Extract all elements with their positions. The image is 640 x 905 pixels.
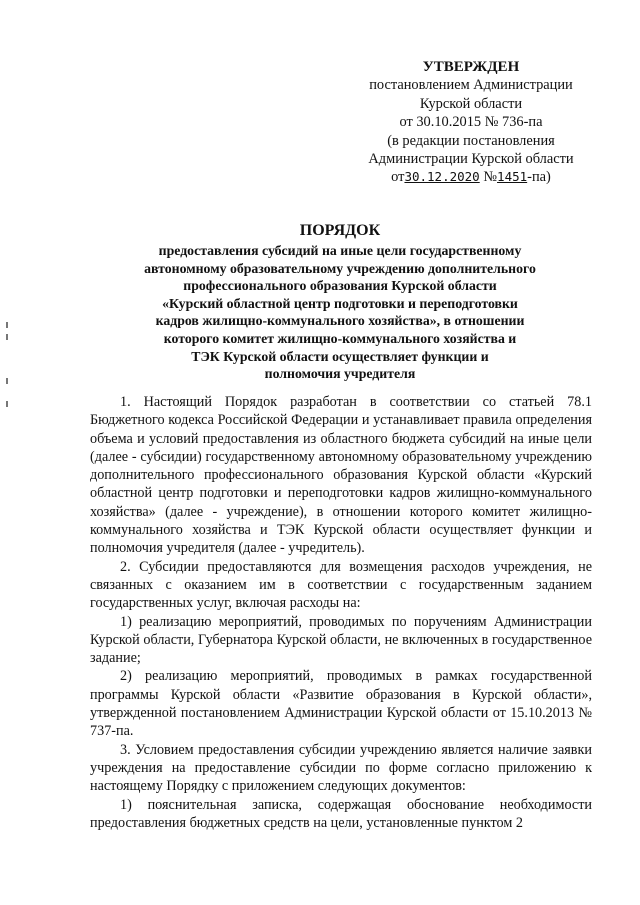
paragraph-2-item-2: 2) реализацию мероприятий, проводимых в рамках государственной программы Курской области «Развитие образования в Курской области», утвержденной постановлением Администрации Курской области от 15.10.2013 № 737-па. xyxy=(90,668,592,740)
subtitle-line: «Курский областной центр подготовки и переподготовки xyxy=(162,295,518,311)
subtitle-line: профессионального образования Курской области xyxy=(183,278,497,294)
approval-line: (в редакции постановления xyxy=(387,132,555,149)
approval-line: постановлением Администрации xyxy=(369,77,573,94)
edition-prefix: от xyxy=(391,169,405,186)
scan-margin-mark xyxy=(6,378,8,384)
scan-margin-mark xyxy=(6,322,8,328)
subtitle-line: кадров жилищно-коммунального хозяйства», в отношении xyxy=(155,313,525,329)
approval-line: Курской области xyxy=(419,95,523,112)
paragraph-3: 3. Условием предоставления субсидии учреждению является наличие заявки учреждения на предоставление субсидии по форме согласно приложению к настоящему Порядку с приложением следующих документов: xyxy=(90,741,592,795)
edition-number-sign: № xyxy=(479,169,498,186)
approval-block xyxy=(340,58,602,187)
paragraph-2: 2. Субсидии предоставляются для возмещения расходов учреждения, не связанных с оказанием им в соответствии с государственным заданием государственных услуг, включая расходы на: xyxy=(90,558,592,612)
scan-margin-mark xyxy=(6,401,8,407)
paragraph-3-item-1: 1) пояснительная записка, содержащая обоснование необходимости предоставления бюджетных средств на цели, установленные пунктом 2 xyxy=(90,796,592,831)
edition-suffix: -па) xyxy=(527,169,551,186)
subtitle-line: ТЭК Курской области осуществляет функции и xyxy=(191,348,489,364)
paragraph-1: 1. Настоящий Порядок разработан в соответствии со статьей 78.1 Бюджетного кодекса Российской Федерации и устанавливает правила определения объема и условий предоставления из областного бюджета субсидий на иные цели (далее - субсидии) государственному автономному образовательному учреждению дополнительного профессионального образования Курской области «Курский областной центр подготовки и переподготовки кадров жилищно-коммунального хозяйства» (далее - учреждение), в отношении которого комитет жилищно-коммунального хозяйства и ТЭК Курской области осуществляет функции и полномочия учредителя (далее - учредитель). xyxy=(90,394,592,557)
subtitle-line: полномочия учредителя xyxy=(264,366,416,382)
approval-line: Администрации Курской области xyxy=(368,151,574,168)
approval-edition-line xyxy=(340,168,602,186)
edition-date: 30.12.2020 xyxy=(404,169,480,185)
document-title: ПОРЯДОК xyxy=(299,222,381,239)
subtitle-line: которого комитет жилищно-коммунального хозяйства и xyxy=(163,330,517,346)
document-subtitle xyxy=(90,242,590,383)
approval-line: от 30.10.2015 № 736-па xyxy=(399,114,543,131)
edition-number: 1451 xyxy=(497,169,528,185)
scan-margin-mark xyxy=(6,334,8,340)
approval-heading: УТВЕРЖДЕН xyxy=(422,59,520,75)
document-body xyxy=(90,393,592,832)
subtitle-line: автономному образовательному учреждению дополнительного xyxy=(144,260,536,276)
subtitle-line: предоставления субсидий на иные цели государственному xyxy=(158,243,522,258)
paragraph-2-item-1: 1) реализацию мероприятий, проводимых по поручениям Администрации Курской области, Губернатора Курской области, не включенных в государственное задание; xyxy=(90,613,592,667)
